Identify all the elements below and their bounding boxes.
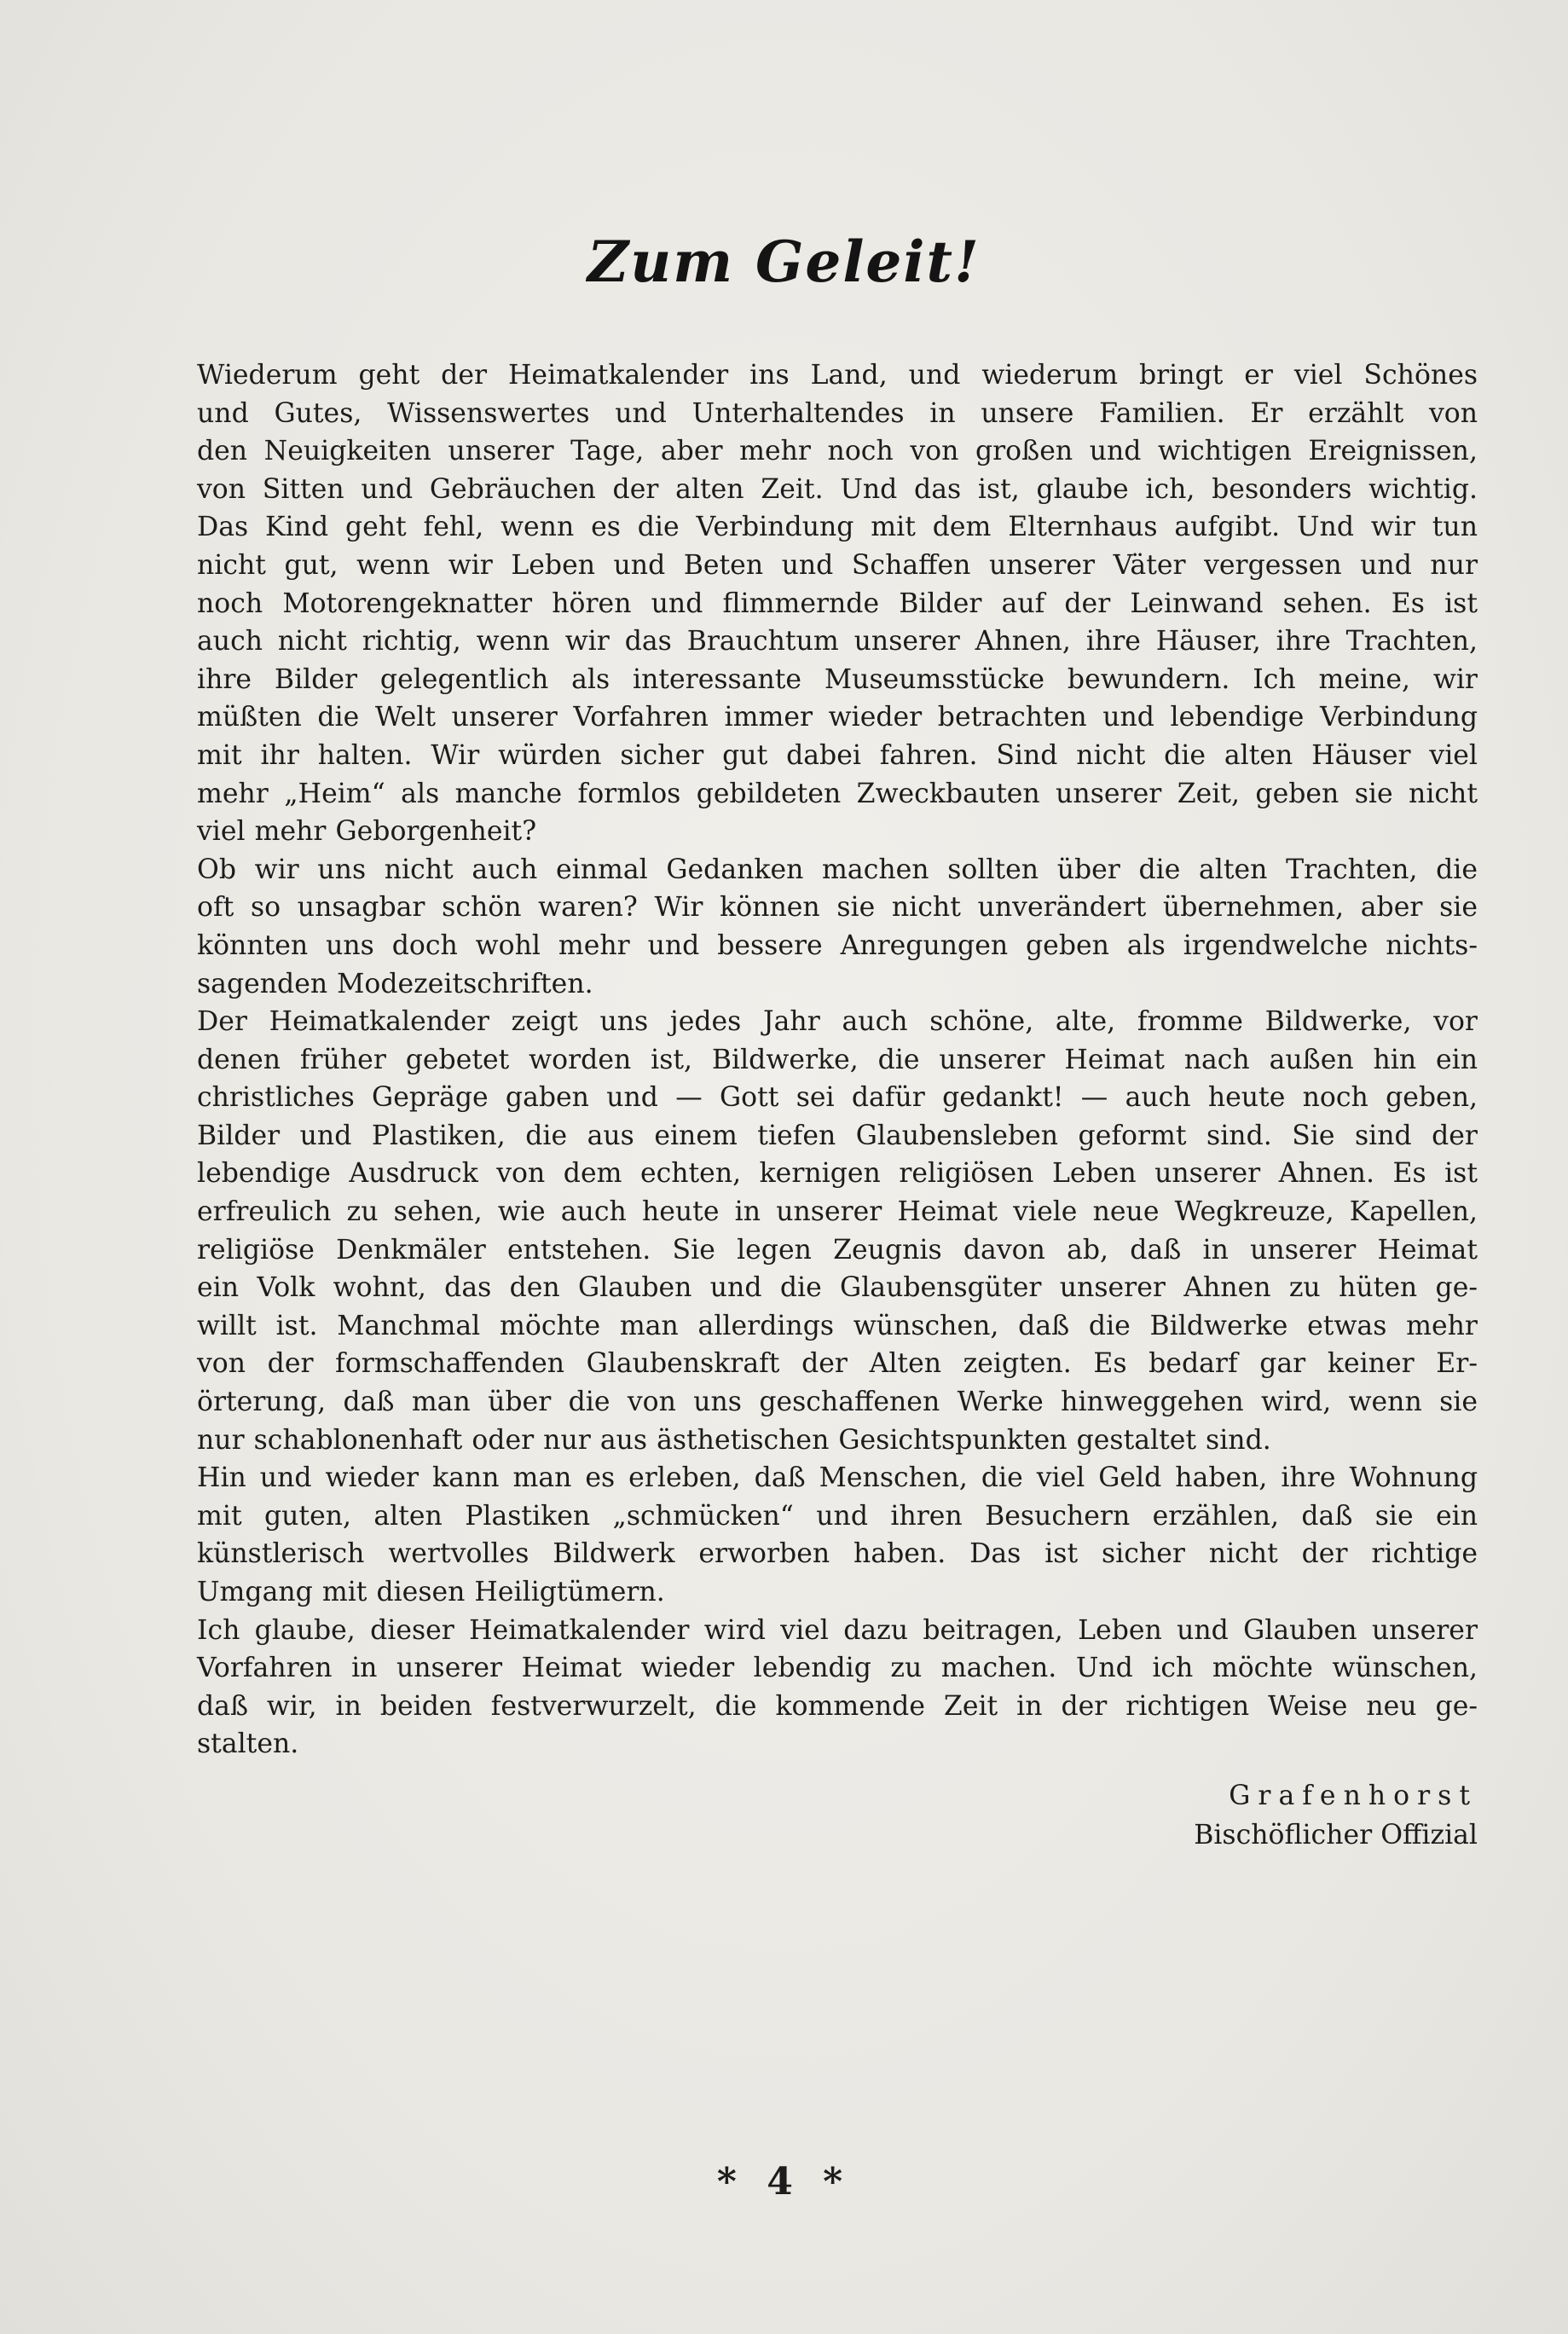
paragraph <box>197 1459 1478 1611</box>
text-line: örterung, daß man über die von uns geschaffenen Werke hinweggehen wird, wenn sie <box>197 1387 1478 1418</box>
text-line: denen früher gebetet worden ist, Bildwerke, die unserer Heimat nach außen hin ein <box>197 1044 1478 1075</box>
text-line: Wiederum geht der Heimatkalender ins Land, und wiederum bringt er viel Schönes <box>197 360 1478 391</box>
text-line: Der Heimatkalender zeigt uns jedes Jahr auch schöne, alte, fromme Bildwerke, vor <box>197 1006 1478 1038</box>
text-line: und Gutes, Wissenswertes und Unterhaltendes in unsere Familien. Er erzählt von <box>197 397 1478 429</box>
text-line: Umgang mit diesen Heiligtümern. <box>197 1577 665 1607</box>
text-line: ihre Bilder gelegentlich als interessante Museumsstücke bewundern. Ich meine, wir <box>197 663 1478 695</box>
text-line: den Neuigkeiten unserer Tage, aber mehr noch von großen und wichtigen Ereignissen, <box>197 436 1478 467</box>
text-line: könnten uns doch wohl mehr und bessere Anregungen geben als irgendwelche nichts- <box>197 930 1478 961</box>
text-line: von der formschaffenden Glaubenskraft der Alten zeigten. Es bedarf gar keiner Er- <box>197 1348 1478 1380</box>
article-body <box>197 356 1478 1764</box>
text-line: auch nicht richtig, wenn wir das Brauchtum unserer Ahnen, ihre Häuser, ihre Trachten, <box>197 626 1478 657</box>
paragraph <box>197 1612 1478 1764</box>
text-line: erfreulich zu sehen, wie auch heute in unserer Heimat viele neue Wegkreuze, Kapellen, <box>197 1196 1478 1228</box>
text-line: müßten die Welt unserer Vorfahren immer wieder betrachten und lebendige Verbindung <box>197 702 1478 733</box>
text-line: Vorfahren in unserer Heimat wieder lebendig zu machen. Und ich möchte wünschen, <box>197 1653 1478 1684</box>
text-line: mit ihr halten. Wir würden sicher gut dabei fahren. Sind nicht die alten Häuser viel <box>197 739 1478 771</box>
text-line: daß wir, in beiden festverwurzelt, die kommende Zeit in der richtigen Weise neu ge- <box>197 1690 1478 1722</box>
text-line: Hin und wieder kann man es erleben, daß Menschen, die viel Geld haben, ihre Wohnung <box>197 1462 1478 1494</box>
text-line: Das Kind geht fehl, wenn es die Verbindung mit dem Elternhaus aufgibt. Und wir tun <box>197 512 1478 543</box>
text-line: sagenden Modezeitschriften. <box>197 968 593 999</box>
text-line: mehr „Heim“ als manche formlos gebildeten Zweckbauten unserer Zeit, geben sie nicht <box>197 778 1478 809</box>
text-line: oft so unsagbar schön waren? Wir können sie nicht unverändert übernehmen, aber sie <box>197 892 1478 924</box>
paragraph <box>197 1003 1478 1459</box>
page-title: Zum Geleit! <box>587 229 981 295</box>
text-line: Ich glaube, dieser Heimatkalender wird viel dazu beitragen, Leben und Glauben unserer <box>197 1614 1478 1646</box>
text-line: noch Motorengeknatter hören und flimmernde Bilder auf der Leinwand sehen. Es ist <box>197 588 1478 619</box>
text-line: christliches Gepräge gaben und — Gott sei dafür gedankt! — auch heute noch geben, <box>197 1082 1478 1114</box>
signature-role: Bischöflicher Offizial <box>1194 1820 1478 1850</box>
text-line: stalten. <box>197 1729 299 1760</box>
text-line: nicht gut, wenn wir Leben und Beten und Schaffen unserer Väter vergessen und nur <box>197 549 1478 581</box>
signature-block <box>1194 1776 1478 1855</box>
signature-name: Grafenhorst <box>1229 1781 1478 1811</box>
text-line: Bilder und Plastiken, die aus einem tiefen Glaubensleben geformt sind. Sie sind der <box>197 1120 1478 1151</box>
page-number: * 4 * <box>716 2160 852 2204</box>
text-line: nur schablonenhaft oder nur aus ästhetischen Gesichtspunkten gestaltet sind. <box>197 1424 1271 1456</box>
paragraph <box>197 851 1478 1003</box>
text-line: lebendige Ausdruck von dem echten, kernigen religiösen Leben unserer Ahnen. Es ist <box>197 1158 1478 1190</box>
text-line: Ob wir uns nicht auch einmal Gedanken machen sollten über die alten Trachten, die <box>197 854 1478 885</box>
text-line: künstlerisch wertvolles Bildwerk erworben haben. Das ist sicher nicht der richtige <box>197 1538 1478 1570</box>
paragraph <box>197 356 1478 851</box>
text-line: willt ist. Manchmal möchte man allerdings wünschen, daß die Bildwerke etwas mehr <box>197 1310 1478 1341</box>
text-line: ein Volk wohnt, das den Glauben und die Glaubensgüter unserer Ahnen zu hüten ge- <box>197 1272 1478 1304</box>
text-line: viel mehr Geborgenheit? <box>197 816 537 848</box>
text-line: mit guten, alten Plastiken „schmücken“ und ihren Besuchern erzählen, daß sie ein <box>197 1500 1478 1532</box>
text-line: religiöse Denkmäler entstehen. Sie legen Zeugnis davon ab, daß in unserer Heimat <box>197 1234 1478 1265</box>
text-line: von Sitten und Gebräuchen der alten Zeit. Und das ist, glaube ich, besonders wichtig. <box>197 473 1478 505</box>
